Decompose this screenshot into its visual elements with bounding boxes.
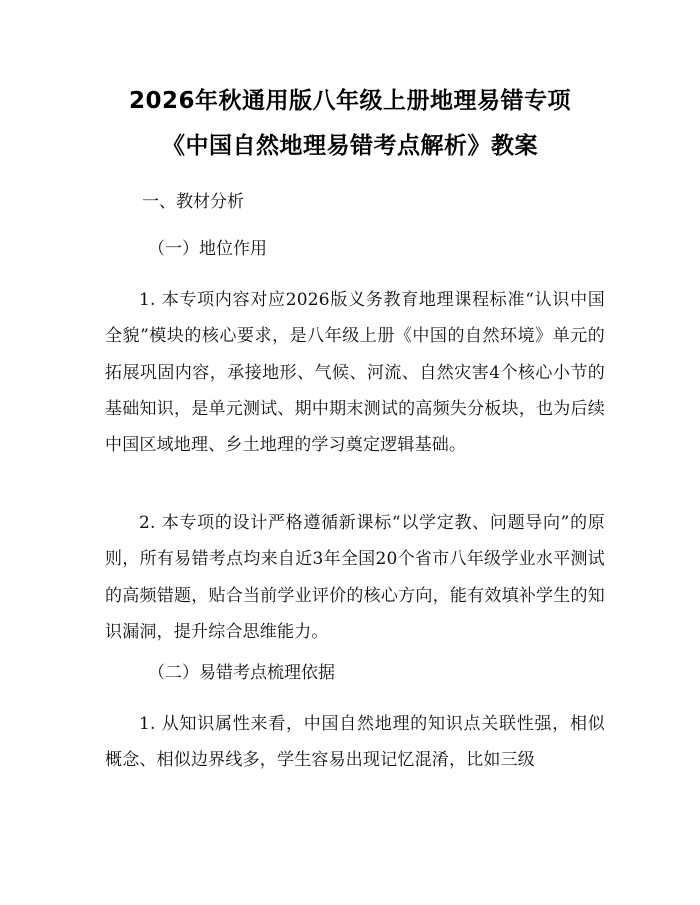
paragraph-3: 1. 从知识属性来看，中国自然地理的知识点关联性强，相似概念、相似边界线多，学生容易出现记忆混淆，比如三级 — [105, 714, 605, 771]
document-title-line-1: 2026年秋通用版八年级上册地理易错专项 — [128, 88, 571, 114]
subsection-heading-position: （一）地位作用 — [148, 239, 267, 259]
document-title-line-2: 《中国自然地理易错考点解析》教案 — [162, 133, 538, 159]
subsection-heading-error-basis: （二）易错考点梳理依据 — [148, 663, 335, 683]
section-heading-textbook-analysis: 一、教材分析 — [142, 192, 244, 212]
paragraph-1: 1. 本专项内容对应2026版义务教育地理课程标准“认识中国全貌”模块的核心要求，是八年级上册《中国的自然环境》单元的拓展巩固内容，承接地形、气候、河流、自然灾害4个核心小节的基础知识，是单元测试、期中期末测试的高频失分板块，也为后续中国区域地理、乡土地理的学习奠定逻辑基础。 — [105, 290, 605, 456]
paragraph-2: 2. 本专项的设计严格遵循新课标“以学定教、问题导向”的原则，所有易错考点均来自近3年全国20个省市八年级学业水平测试的高频错题，贴合当前学业评价的核心方向，能有效填补学生的知识漏洞，提升综合思维能力。 — [105, 513, 605, 642]
